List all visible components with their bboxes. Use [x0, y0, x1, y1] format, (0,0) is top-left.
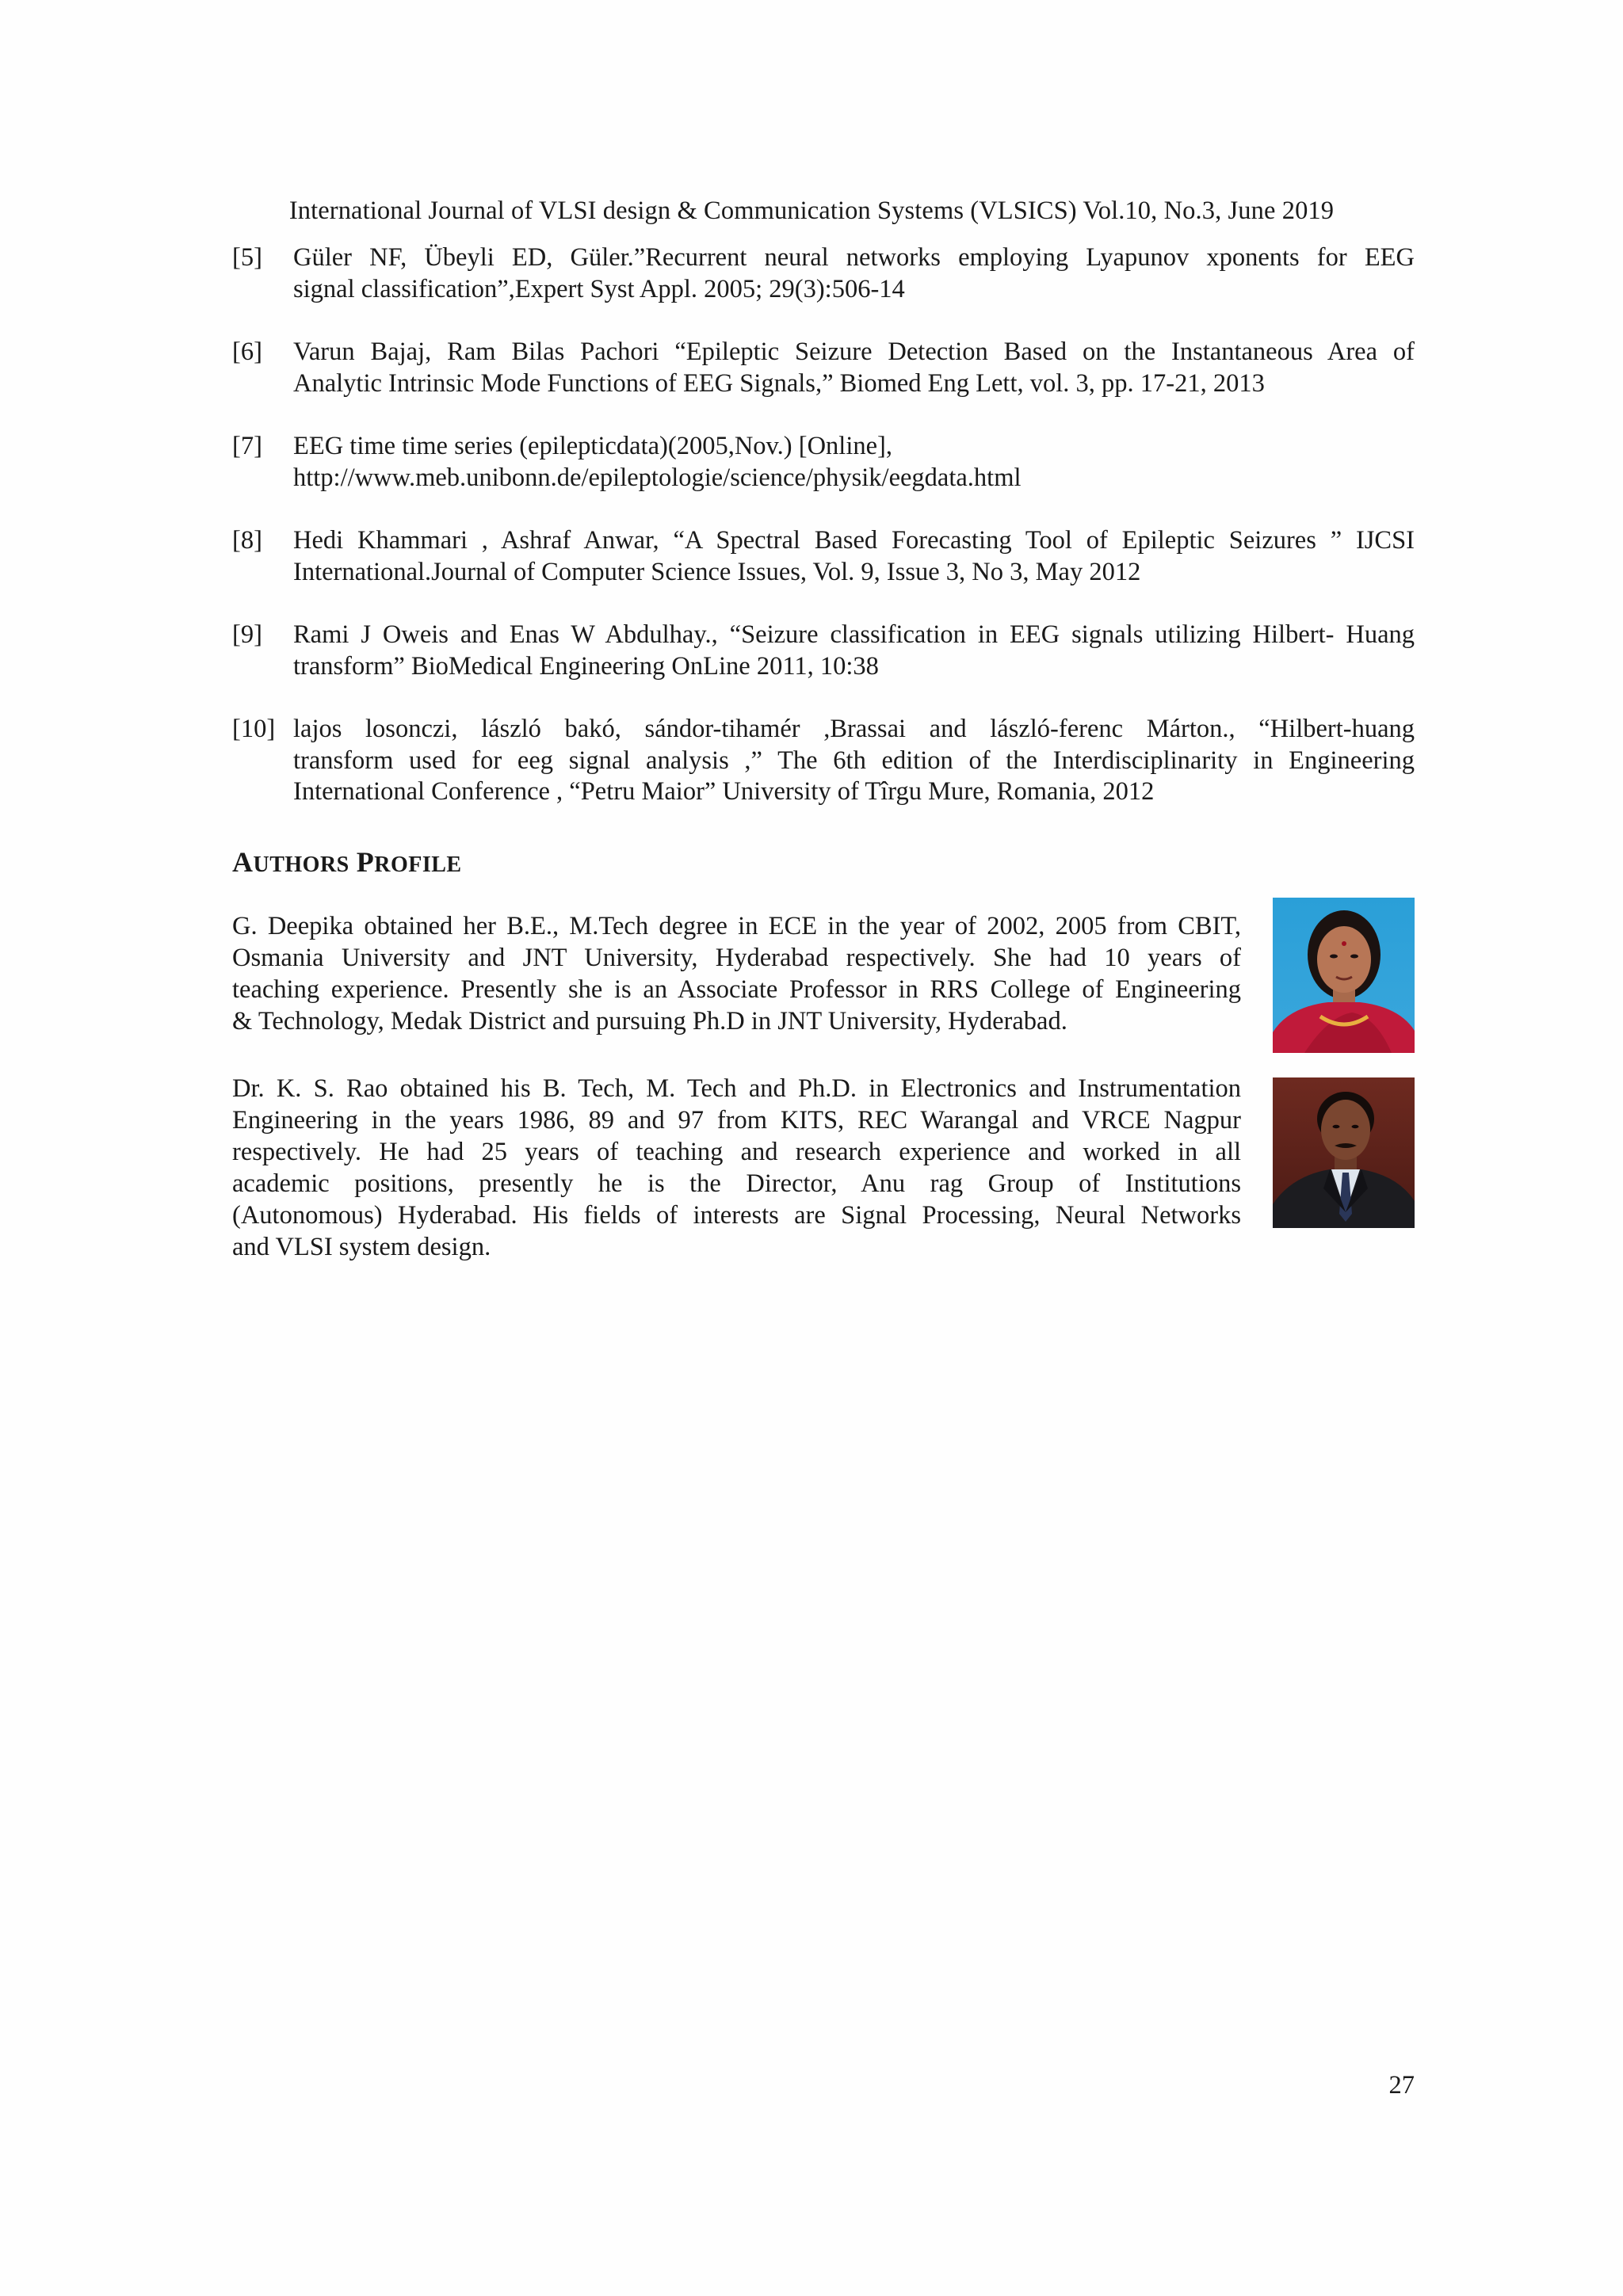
author-bio: [232, 910, 1241, 1037]
bio-line: G. Deepika obtained her B.E., M.Tech degree in ECE in the year of 2002, 2005 from CBIT,: [232, 912, 1241, 940]
reference-line: International.Journal of Computer Science Issues, Vol. 9, Issue 3, No 3, May 2012: [293, 557, 1141, 586]
reference-line: transform used for eeg signal analysis ,” The 6th edition of the Interdisciplinarity in Engineering: [293, 746, 1415, 775]
heading-smallcaps: UTHORS: [253, 852, 349, 877]
reference-number: [5]: [232, 243, 262, 272]
author-bio: [232, 1073, 1241, 1263]
running-header: International Journal of VLSI design & Communication Systems (VLSICS) Vol.10, No.3, June 2019: [288, 196, 1335, 225]
reference-line: signal classification”,Expert Syst Appl. 2005; 29(3):506-14: [293, 274, 905, 303]
reference-text: [293, 431, 1415, 494]
reference-line: lajos losonczi, lászló bakó, sándor-tihamér ,Brassai and lászló-ferenc Márton., “Hilbert-huang: [293, 715, 1415, 743]
reference-line: Varun Bajaj, Ram Bilas Pachori “Epileptic Seizure Detection Based on the Instantaneous Area of: [293, 338, 1415, 366]
bio-line: academic positions, presently he is the Director, Anu rag Group of Institutions: [232, 1169, 1241, 1198]
bio-line: Engineering in the years 1986, 89 and 97 from KITS, REC Warangal and VRCE Nagpur: [232, 1106, 1241, 1135]
reference-list: [232, 242, 1415, 840]
bio-line: & Technology, Medak District and pursuing Ph.D in JNT University, Hyderabad.: [232, 1007, 1067, 1035]
reference-text: [293, 525, 1415, 588]
reference-text: [293, 242, 1415, 305]
heading-initial: A: [232, 846, 254, 878]
reference-number: [9]: [232, 620, 262, 649]
page-number: 27: [1388, 2071, 1415, 2100]
reference-item: [232, 431, 1415, 494]
reference-line: Rami J Oweis and Enas W Abdulhay., “Seizure classification in EEG signals utilizing Hilbert- Huang: [293, 620, 1415, 649]
bio-line: Dr. K. S. Rao obtained his B. Tech, M. Tech and Ph.D. in Electronics and Instrumentation: [232, 1074, 1241, 1103]
reference-item: [232, 525, 1415, 588]
reference-url: http://www.meb.unibonn.de/epileptologie/science/physik/eegdata.html: [293, 463, 1022, 492]
reference-line: Hedi Khammari , Ashraf Anwar, “A Spectral Based Forecasting Tool of Epileptic Seizures ” IJCSI: [293, 526, 1415, 555]
bio-line: (Autonomous) Hyderabad. His fields of interests are Signal Processing, Neural Networks: [232, 1201, 1241, 1230]
bio-line: teaching experience. Presently she is an Associate Professor in RRS College of Engineering: [232, 975, 1241, 1004]
author-profile: [232, 910, 1415, 1069]
reference-item: [232, 242, 1415, 305]
authors-profile-heading: [232, 846, 462, 881]
reference-item: [232, 620, 1415, 682]
reference-number: [7]: [232, 432, 262, 460]
reference-text: [293, 337, 1415, 399]
reference-line: Güler NF, Übeyli ED, Güler.”Recurrent neural networks employing Lyapunov xponents for EEG: [293, 243, 1415, 272]
author-photo-deepika: [1273, 898, 1415, 1053]
bio-line: Osmania University and JNT University, Hyderabad respectively. She had 10 years of: [232, 944, 1241, 972]
bio-line: respectively. He had 25 years of teaching and research experience and worked in all: [232, 1138, 1241, 1166]
reference-item: [232, 337, 1415, 399]
reference-number: [6]: [232, 338, 262, 366]
reference-number: [8]: [232, 526, 262, 555]
reference-line: EEG time time series (epilepticdata)(2005,Nov.) [Online],: [293, 432, 892, 460]
reference-line: Analytic Intrinsic Mode Functions of EEG Signals,” Biomed Eng Lett, vol. 3, pp. 17-21, 2013: [293, 368, 1265, 398]
author-profile: [232, 1073, 1415, 1295]
author-photo-rao: [1273, 1077, 1415, 1228]
reference-item: [232, 714, 1415, 808]
reference-number: [10]: [232, 715, 276, 743]
bio-line: and VLSI system design.: [232, 1233, 491, 1261]
reference-text: [293, 620, 1415, 682]
reference-line: International Conference , “Petru Maior” University of Tîrgu Mure, Romania, 2012: [293, 777, 1155, 806]
heading-smallcaps: ROFILE: [374, 852, 462, 877]
reference-text: [293, 714, 1415, 808]
heading-initial: P: [356, 846, 375, 878]
reference-line: transform” BioMedical Engineering OnLine 2011, 10:38: [293, 651, 879, 681]
